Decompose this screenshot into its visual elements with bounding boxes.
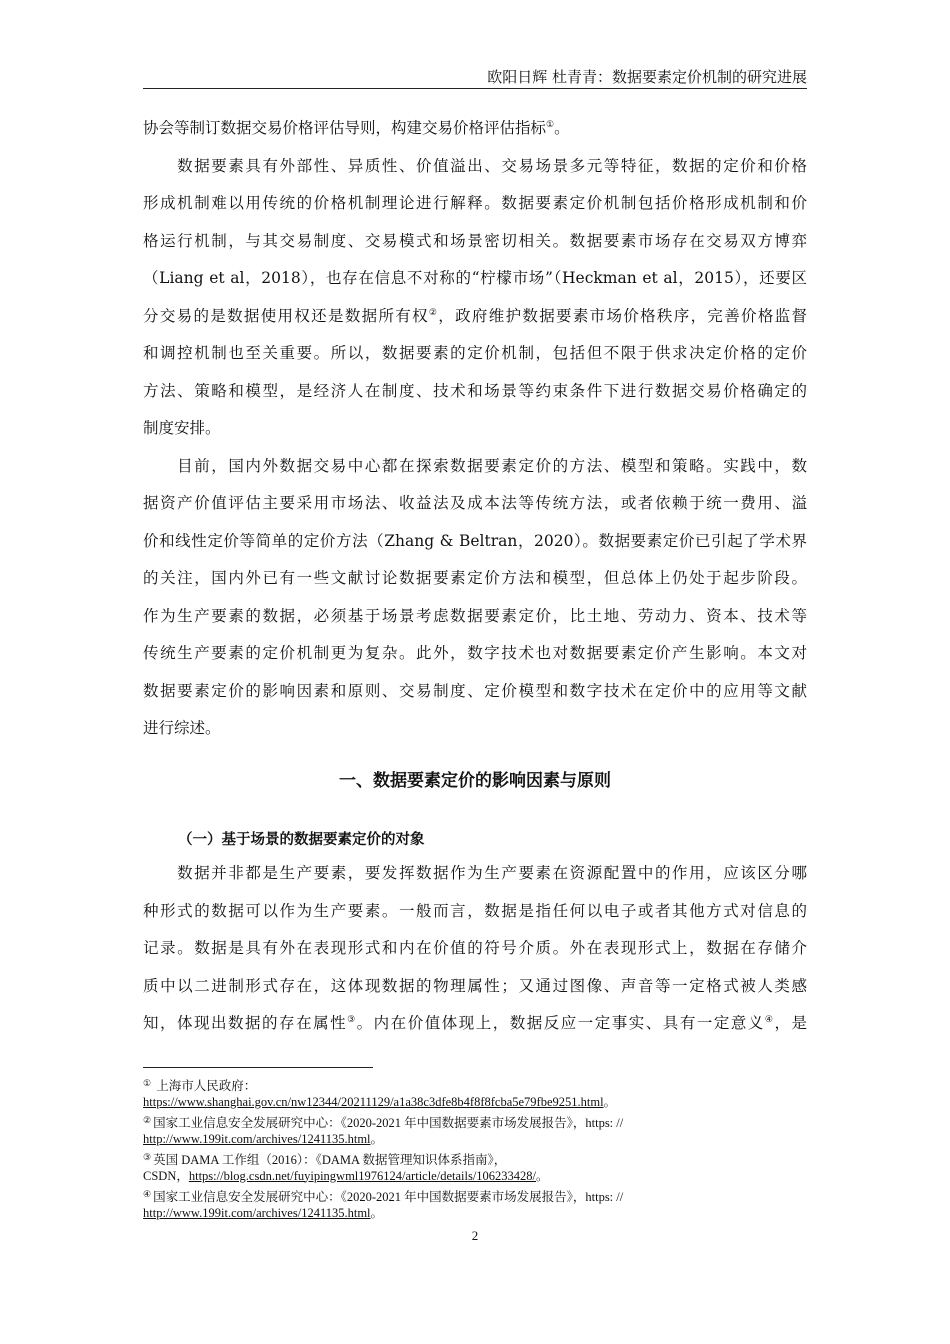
text-line: 作为生产要素的数据，必须基于场景考虑数据要素定价，比土地、劳动力、资本、技术等: [143, 606, 807, 625]
text-line: 的关注，国内外已有一些文献讨论数据要素定价方法和模型，但总体上仍处于起步阶段。: [143, 569, 807, 587]
footnote-link[interactable]: http://www.199it.com/archives/1241135.html: [143, 1205, 371, 1220]
text-line: 格运行机制，与其交易制度、交易模式和场景密切相关。数据要素市场存在交易双方博弈: [143, 231, 807, 250]
footnote-ref[interactable]: ③: [347, 1015, 357, 1025]
text-line: 目前，国内外数据交易中心都在探索数据要素定价的方法、模型和策略。实践中，数: [143, 456, 807, 475]
text-line: 数据要素定价的影响因素和原则、交易制度、定价模型和数字技术在定价中的应用等文献: [143, 681, 807, 700]
text-line: 据资产价值评估主要采用市场法、收益法及成本法等传统方法，或者依赖于统一费用、溢: [143, 494, 807, 512]
footnote-ref[interactable]: ①: [546, 120, 555, 130]
text-line: 进行综述。: [143, 719, 221, 737]
text-line: 数据并非都是生产要素，要发挥数据作为生产要素在资源配置中的作用，应该区分哪: [143, 864, 807, 882]
running-title: 欧阳日辉 杜青青：数据要素定价机制的研究进展: [487, 68, 807, 86]
footnote-mark: ①: [143, 1078, 152, 1088]
footnote-divider: [143, 1067, 373, 1068]
subsection-title: （一）基于场景的数据要素定价的对象: [178, 832, 425, 848]
footnote-line: https://www.shanghai.gov.cn/nw12344/20211129/a1a38c3dfe8b4f8f8fcba5e79fbe9251.html。: [143, 1094, 617, 1109]
footnote-ref[interactable]: ④: [764, 1015, 775, 1025]
page-number: 2: [471, 1228, 479, 1243]
text-line: 形成机制难以用传统的价格机制理论进行解释。数据要素定价机制包括价格形成机制和价: [143, 194, 807, 212]
text-line: 知，体现出数据的存在属性③。内在价值体现上，数据反应一定事实、具有一定意义④，是: [143, 1014, 807, 1032]
footnote-mark: ②: [143, 1115, 152, 1125]
footnote-line: ① 上海市人民政府：: [143, 1078, 257, 1093]
text-line: （Liang et al，2018），也存在信息不对称的“柠檬市场”（Heckman et al，2015），还要区: [143, 269, 807, 287]
footnote-line: ④ 国家工业信息安全发展研究中心：《2020-2021 年中国数据要素市场发展报告》，https: //: [143, 1189, 624, 1204]
text-line: 质中以二进制形式存在，这体现数据的物理属性；又通过图像、声音等一定格式被人类感: [143, 976, 807, 995]
footnote-link[interactable]: https://www.shanghai.gov.cn/nw12344/20211129/a1a38c3dfe8b4f8f8fcba5e79fbe9251.html: [143, 1094, 604, 1109]
text-line: 协会等制订数据交易价格评估导则，构建交易价格评估指标①。: [143, 119, 570, 137]
footnotes: [143, 1074, 807, 1222]
footnote-line: http://www.199it.com/archives/1241135.html。: [143, 1205, 384, 1220]
text-line: 价和线性定价等简单的定价方法（Zhang & Beltran，2020）。数据要素定价已引起了学术界: [143, 531, 807, 550]
footnote-line: ③ 英国 DAMA 工作组（2016）：《DAMA 数据管理知识体系指南》，: [143, 1152, 507, 1167]
running-header: [143, 66, 807, 89]
section-paragraphs: [143, 855, 807, 1043]
footnote-mark: ④: [143, 1189, 152, 1199]
text-line: 数据要素具有外部性、异质性、价值溢出、交易场景多元等特征，数据的定价和价格: [143, 156, 807, 175]
section-title: 一、数据要素定价的影响因素与原则: [339, 771, 611, 791]
footnote-ref[interactable]: ②: [428, 307, 439, 318]
footnote-line: ② 国家工业信息安全发展研究中心：《2020-2021 年中国数据要素市场发展报告》，https: //: [143, 1115, 624, 1130]
footnote-line: CSDN，https://blog.csdn.net/fuyipingwml1976124/article/details/106233428/。: [143, 1168, 549, 1183]
text-line: 传统生产要素的定价机制更为复杂。此外，数字技术也对数据要素定价产生影响。本文对: [143, 644, 807, 662]
footnote-link[interactable]: http://www.199it.com/archives/1241135.html: [143, 1131, 371, 1146]
text-line: 制度安排。: [143, 419, 221, 437]
text-line: 记录。数据是具有外在表现形式和内在价值的符号介质。外在表现形式上，数据在存储介: [143, 939, 807, 957]
intro-paragraphs: [143, 110, 807, 748]
text-line: 方法、策略和模型，是经济人在制度、技术和场景等约束条件下进行数据交易价格确定的: [143, 381, 807, 400]
footnote-mark: ③: [143, 1152, 152, 1162]
text-line: 种形式的数据可以作为生产要素。一般而言，数据是指任何以电子或者其他方式对信息的: [143, 901, 807, 920]
footnote-line: http://www.199it.com/archives/1241135.html。: [143, 1131, 384, 1146]
text-line: 分交易的是数据使用权还是数据所有权②，政府维护数据要素市场价格秩序，完善价格监督: [143, 306, 807, 325]
text-line: 和调控机制也至关重要。所以，数据要素的定价机制，包括但不限于供求决定价格的定价: [143, 344, 807, 362]
footnote-link[interactable]: https://blog.csdn.net/fuyipingwml1976124/article/details/106233428/: [188, 1168, 537, 1183]
